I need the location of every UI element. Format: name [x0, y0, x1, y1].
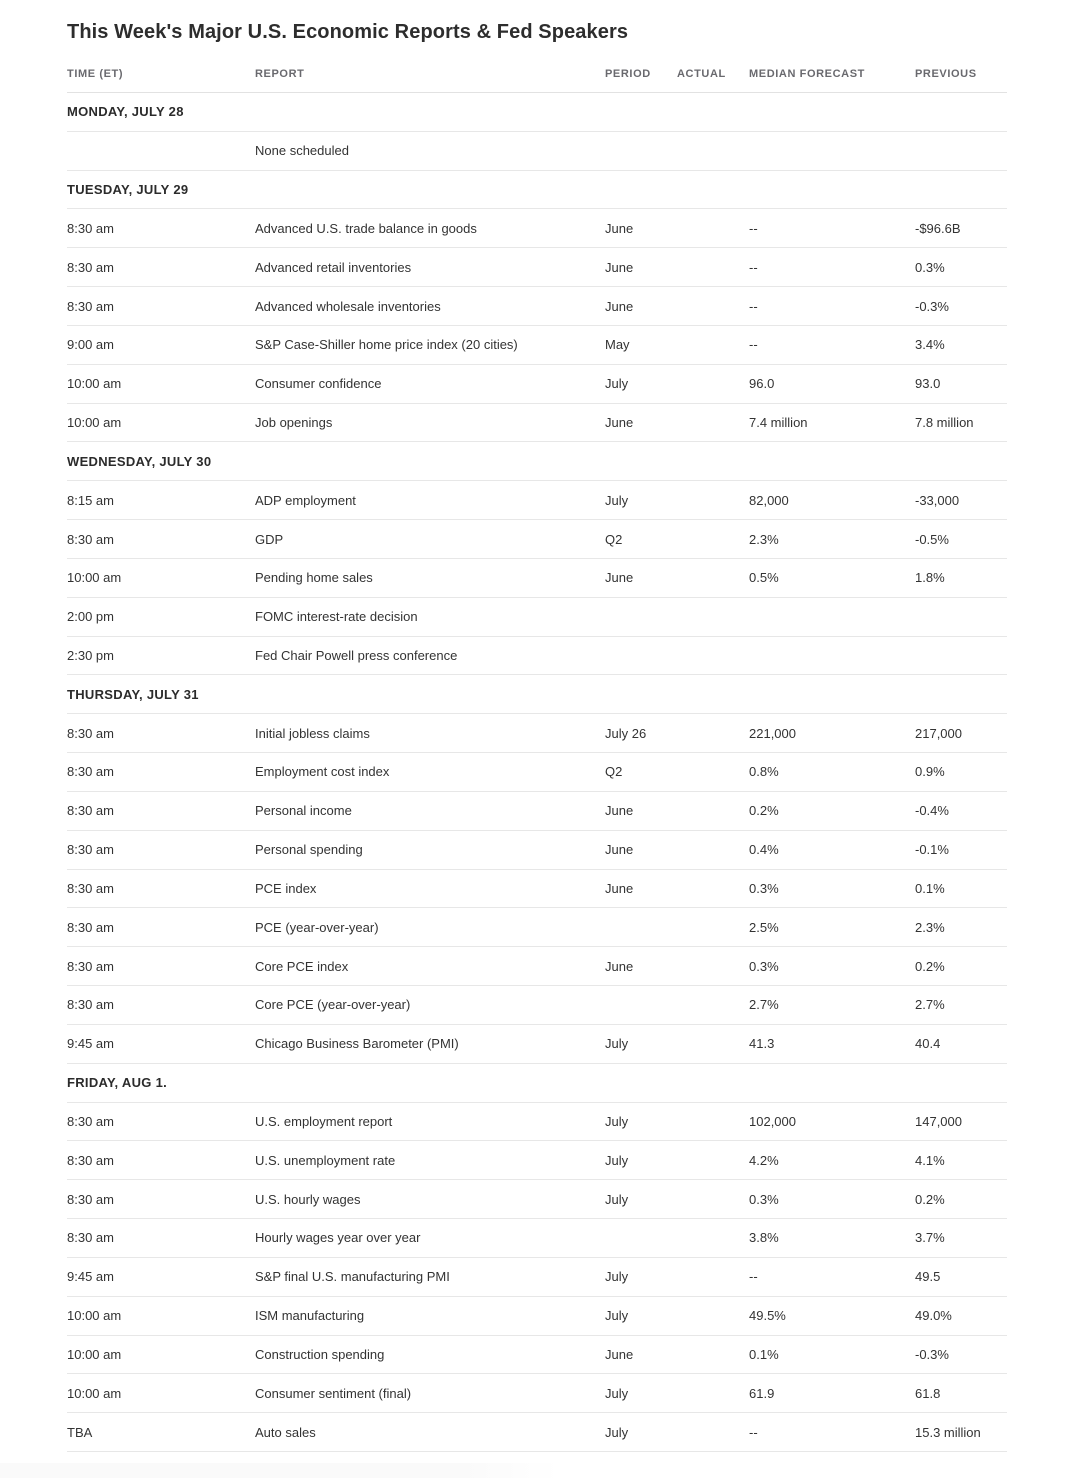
- cell-time: 10:00 am: [67, 570, 122, 586]
- table-row: [67, 209, 1007, 248]
- column-header-time: TIME (ET): [67, 68, 124, 80]
- cell-time: 8:30 am: [67, 919, 114, 935]
- cell-forecast: 0.3%: [749, 1191, 779, 1207]
- cell-forecast: 49.5%: [749, 1308, 786, 1324]
- table-row: [67, 132, 1007, 171]
- cell-previous: 217,000: [915, 725, 962, 741]
- cell-forecast: --: [749, 1269, 758, 1285]
- cell-report: Consumer sentiment (final): [255, 1385, 412, 1401]
- table-row: [67, 870, 1007, 909]
- cell-time: 8:15 am: [67, 492, 114, 508]
- cell-period: June: [605, 880, 634, 896]
- cell-report: Advanced wholesale inventories: [255, 298, 441, 314]
- cell-previous: -0.5%: [915, 531, 949, 547]
- cell-report: Chicago Business Barometer (PMI): [255, 1036, 459, 1052]
- cell-period: July: [605, 1036, 629, 1052]
- table-row: [67, 1219, 1007, 1258]
- cell-report: U.S. hourly wages: [255, 1191, 361, 1207]
- cell-forecast: 0.4%: [749, 842, 779, 858]
- cell-period: June: [605, 1346, 634, 1362]
- cell-forecast: 7.4 million: [749, 415, 808, 431]
- cell-period: June: [605, 842, 634, 858]
- cell-period: June: [605, 958, 634, 974]
- table-column-header-row: [67, 68, 1007, 93]
- cell-time: 8:30 am: [67, 259, 114, 275]
- cell-forecast: --: [749, 298, 758, 314]
- table-row: [67, 1297, 1007, 1336]
- cell-previous: -$96.6B: [915, 220, 961, 236]
- day-header-label: FRIDAY, AUG 1.: [67, 1075, 168, 1091]
- cell-forecast: --: [749, 1424, 758, 1440]
- cell-time: 8:30 am: [67, 997, 114, 1013]
- cell-forecast: 61.9: [749, 1385, 775, 1401]
- cell-previous: 49.0%: [915, 1308, 952, 1324]
- cell-report: Job openings: [255, 415, 333, 431]
- cell-report: None scheduled: [255, 143, 349, 159]
- cell-period: July: [605, 1308, 629, 1324]
- cell-forecast: --: [749, 220, 758, 236]
- cell-period: July: [605, 376, 629, 392]
- cell-report: Employment cost index: [255, 764, 390, 780]
- cell-period: Q2: [605, 531, 623, 547]
- table-row: [67, 404, 1007, 443]
- cell-time: 9:45 am: [67, 1269, 114, 1285]
- cell-time: 8:30 am: [67, 220, 114, 236]
- cell-forecast: 221,000: [749, 725, 796, 741]
- cell-report: GDP: [255, 531, 284, 547]
- table-row: [67, 1336, 1007, 1375]
- page-title: This Week's Major U.S. Economic Reports & Fed Speakers: [67, 21, 629, 43]
- day-header-row: [67, 442, 1007, 481]
- cell-time: 8:30 am: [67, 880, 114, 896]
- day-header-row: [67, 675, 1007, 714]
- cell-period: July: [605, 1152, 629, 1168]
- cell-previous: 40.4: [915, 1036, 941, 1052]
- table-row: [67, 1413, 1007, 1452]
- cell-time: 8:30 am: [67, 1230, 114, 1246]
- cell-period: May: [605, 337, 630, 353]
- cell-report: Advanced U.S. trade balance in goods: [255, 220, 477, 236]
- table-row: [67, 637, 1007, 676]
- cell-report: ISM manufacturing: [255, 1308, 365, 1324]
- table-row: [67, 986, 1007, 1025]
- cell-report: U.S. unemployment rate: [255, 1152, 396, 1168]
- cell-report: ADP employment: [255, 492, 356, 508]
- cell-previous: 0.9%: [915, 764, 945, 780]
- table-body: [67, 93, 1007, 1452]
- cell-report: Consumer confidence: [255, 376, 382, 392]
- table-row: [67, 481, 1007, 520]
- table-row: [67, 831, 1007, 870]
- cell-period: June: [605, 803, 634, 819]
- table-row: [67, 1103, 1007, 1142]
- column-header-period: PERIOD: [605, 68, 651, 80]
- cell-previous: -0.3%: [915, 1346, 949, 1362]
- cell-period: July: [605, 1385, 629, 1401]
- cell-previous: 0.1%: [915, 880, 945, 896]
- cell-time: 8:30 am: [67, 803, 114, 819]
- cell-forecast: 2.7%: [749, 997, 779, 1013]
- cell-previous: 1.8%: [915, 570, 945, 586]
- cell-forecast: --: [749, 337, 758, 353]
- cell-previous: 7.8 million: [915, 415, 974, 431]
- cell-time: 8:30 am: [67, 1191, 114, 1207]
- table-row: [67, 1141, 1007, 1180]
- cell-report: Personal income: [255, 803, 352, 819]
- economic-calendar: [67, 0, 1007, 1452]
- cell-time: 10:00 am: [67, 376, 122, 392]
- cell-report: Core PCE index: [255, 958, 349, 974]
- cell-previous: 0.2%: [915, 958, 945, 974]
- cell-report: Advanced retail inventories: [255, 259, 412, 275]
- column-header-actual: ACTUAL: [677, 68, 726, 80]
- table-row: [67, 1180, 1007, 1219]
- cell-report: Fed Chair Powell press conference: [255, 648, 458, 663]
- table-row: [67, 714, 1007, 753]
- bottom-edge-shadow: [0, 1463, 560, 1478]
- day-header-row: [67, 1064, 1007, 1103]
- table-row: [67, 753, 1007, 792]
- cell-period: July 26: [605, 725, 647, 741]
- cell-report: Personal spending: [255, 842, 363, 858]
- cell-time: 8:30 am: [67, 1113, 114, 1129]
- cell-time: 8:30 am: [67, 725, 114, 741]
- cell-previous: 2.7%: [915, 997, 945, 1013]
- cell-period: June: [605, 570, 634, 586]
- cell-forecast: 2.5%: [749, 919, 779, 935]
- cell-forecast: 3.8%: [749, 1230, 779, 1246]
- column-header-report: REPORT: [255, 68, 305, 80]
- cell-forecast: 0.3%: [749, 958, 779, 974]
- cell-report: PCE index: [255, 880, 317, 896]
- cell-time: 10:00 am: [67, 1346, 122, 1362]
- cell-period: July: [605, 1191, 629, 1207]
- cell-report: S&P final U.S. manufacturing PMI: [255, 1269, 450, 1285]
- cell-previous: 3.4%: [915, 337, 945, 353]
- table-row: [67, 908, 1007, 947]
- cell-report: Construction spending: [255, 1346, 385, 1362]
- cell-forecast: 82,000: [749, 492, 789, 508]
- cell-previous: 49.5: [915, 1269, 941, 1285]
- cell-report: FOMC interest-rate decision: [255, 609, 418, 625]
- cell-previous: 3.7%: [915, 1230, 945, 1246]
- cell-time: 9:00 am: [67, 337, 114, 353]
- cell-forecast: 4.2%: [749, 1152, 779, 1168]
- cell-time: 8:30 am: [67, 531, 114, 547]
- cell-time: 10:00 am: [67, 1385, 122, 1401]
- table-row: [67, 947, 1007, 986]
- cell-period: June: [605, 415, 634, 431]
- cell-previous: 0.3%: [915, 259, 945, 275]
- cell-previous: 61.8: [915, 1385, 941, 1401]
- day-header-row: [67, 171, 1007, 210]
- cell-report: Core PCE (year-over-year): [255, 997, 411, 1013]
- cell-forecast: 0.8%: [749, 764, 779, 780]
- cell-report: S&P Case-Shiller home price index (20 cities): [255, 337, 518, 353]
- cell-forecast: --: [749, 259, 758, 275]
- cell-time: 2:00 pm: [67, 609, 114, 625]
- cell-time: 9:45 am: [67, 1036, 114, 1052]
- cell-report: Pending home sales: [255, 570, 373, 586]
- table-row: [67, 248, 1007, 287]
- cell-report: Initial jobless claims: [255, 725, 370, 741]
- cell-period: July: [605, 1424, 629, 1440]
- cell-time: 8:30 am: [67, 1152, 114, 1168]
- cell-time: 2:30 pm: [67, 648, 114, 663]
- cell-time: 10:00 am: [67, 415, 122, 431]
- table-row: [67, 598, 1007, 637]
- cell-time: 8:30 am: [67, 958, 114, 974]
- cell-previous: 0.2%: [915, 1191, 945, 1207]
- cell-previous: -33,000: [915, 492, 960, 508]
- cell-time: 10:00 am: [67, 1308, 122, 1324]
- cell-report: U.S. employment report: [255, 1113, 393, 1129]
- table-row: [67, 559, 1007, 598]
- cell-previous: 4.1%: [915, 1152, 945, 1168]
- table-row: [67, 326, 1007, 365]
- cell-period: July: [605, 1269, 629, 1285]
- cell-forecast: 0.5%: [749, 570, 779, 586]
- day-header-label: TUESDAY, JULY 29: [67, 182, 189, 198]
- cell-period: July: [605, 492, 629, 508]
- table-row: [67, 1258, 1007, 1297]
- cell-period: June: [605, 259, 634, 275]
- cell-previous: 147,000: [915, 1113, 962, 1129]
- cell-forecast: 0.3%: [749, 880, 779, 896]
- cell-report: Hourly wages year over year: [255, 1230, 421, 1246]
- cell-forecast: 41.3: [749, 1036, 775, 1052]
- cell-time: 8:30 am: [67, 298, 114, 314]
- cell-time: 8:30 am: [67, 842, 114, 858]
- cell-period: Q2: [605, 764, 623, 780]
- cell-forecast: 0.2%: [749, 803, 779, 819]
- cell-forecast: 96.0: [749, 376, 775, 392]
- cell-forecast: 0.1%: [749, 1346, 779, 1362]
- day-header-label: WEDNESDAY, JULY 30: [67, 453, 212, 469]
- cell-previous: -0.1%: [915, 842, 949, 858]
- cell-previous: 15.3 million: [915, 1424, 981, 1440]
- cell-report: PCE (year-over-year): [255, 919, 379, 935]
- day-header-row: [67, 93, 1007, 132]
- day-header-label: MONDAY, JULY 28: [67, 104, 184, 120]
- cell-time: TBA: [67, 1424, 93, 1440]
- table-row: [67, 1374, 1007, 1413]
- cell-previous: 2.3%: [915, 919, 945, 935]
- table-row: [67, 520, 1007, 559]
- cell-forecast: 2.3%: [749, 531, 779, 547]
- cell-previous: -0.3%: [915, 298, 949, 314]
- table-row: [67, 792, 1007, 831]
- cell-previous: -0.4%: [915, 803, 949, 819]
- cell-period: June: [605, 220, 634, 236]
- cell-previous: 93.0: [915, 376, 941, 392]
- column-header-median-forecast: MEDIAN FORECAST: [749, 68, 865, 80]
- day-header-label: THURSDAY, JULY 31: [67, 686, 199, 702]
- table-row: [67, 287, 1007, 326]
- cell-time: 8:30 am: [67, 764, 114, 780]
- cell-forecast: 102,000: [749, 1113, 796, 1129]
- cell-period: June: [605, 298, 634, 314]
- cell-report: Auto sales: [255, 1424, 316, 1440]
- cell-period: July: [605, 1113, 629, 1129]
- table-row: [67, 365, 1007, 404]
- column-header-previous: PREVIOUS: [915, 68, 977, 80]
- table-row: [67, 1025, 1007, 1064]
